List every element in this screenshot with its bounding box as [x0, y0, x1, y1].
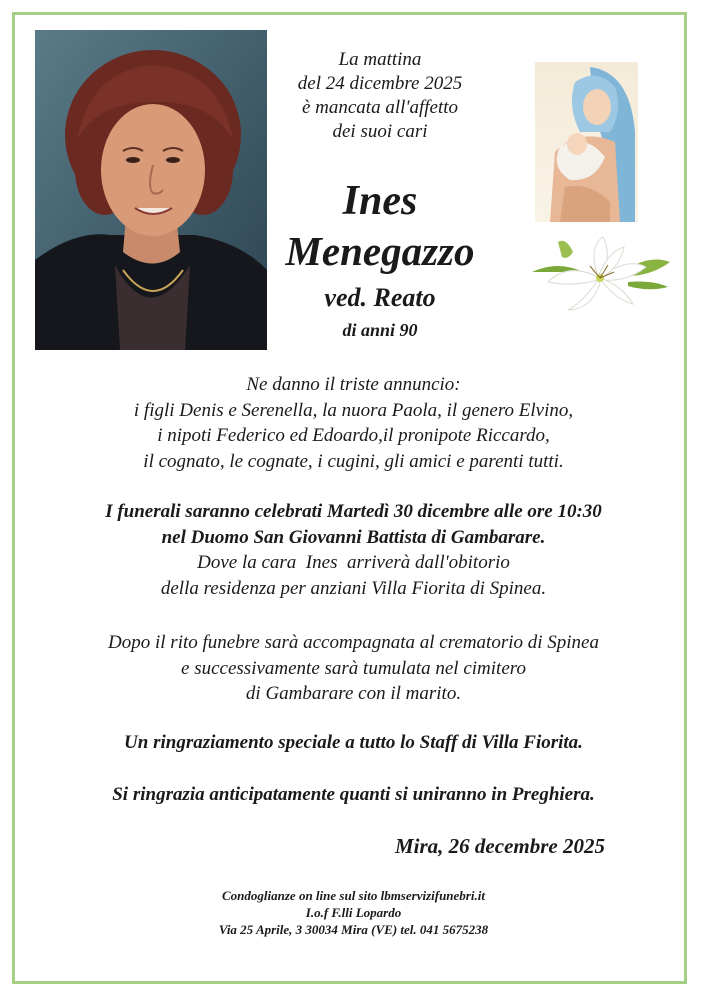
announcement-line: il cognato, le cognate, i cugini, gli amici e parenti tutti. [143, 450, 564, 472]
intro-line: dei suoi cari [332, 121, 428, 142]
after-rite-line: e successivamente sarà tumulata nel cimitero [181, 657, 526, 679]
thanks-staff: Un ringraziamento speciale a tutto lo Staff di Villa Fiorita. [124, 732, 583, 753]
announcement-line: i nipoti Federico ed Edoardo,il pronipote Riccardo, [157, 425, 550, 446]
deceased-last-name: Menegazzo [285, 228, 475, 274]
death-intro [270, 48, 490, 144]
portrait-photo [35, 30, 267, 350]
announcement-line: i figli Denis e Serenella, la nuora Paola, il genero Elvino, [133, 399, 574, 421]
intro-line: La mattina [338, 49, 422, 70]
funeral-line: della residenza per anziani Villa Fiorita di Spinea. [160, 577, 547, 599]
deceased-first-name: Ines [342, 178, 418, 224]
intro-line: del 24 dicembre 2025 [297, 73, 463, 94]
footer-info [20, 887, 687, 938]
place-date: Mira, 26 decembre 2025 [395, 834, 605, 858]
footer-line: Via 25 Aprile, 3 30034 Mira (VE) tel. 041 5675238 [218, 922, 489, 937]
footer-line: I.o.f F.lli Lopardo [305, 905, 402, 920]
widow-of: ved. Reato [324, 283, 436, 312]
funeral-info [20, 499, 687, 601]
intro-line: è mancata all'affetto [301, 97, 459, 118]
after-rite-info [20, 630, 687, 707]
deceased-age: di anni 90 [342, 320, 418, 340]
after-rite-line: Dopo il rito funebre sarà accompagnata al crematorio di Spinea [108, 632, 599, 653]
announcement [20, 372, 687, 474]
funeral-line: Dove la cara Ines arriverà dall'obitorio [197, 552, 510, 573]
after-rite-line: di Gambarare con il marito. [245, 683, 462, 704]
footer-line: Condoglianze on line sul sito lbmservizifunebri.it [222, 888, 485, 903]
madonna-and-child-image [535, 62, 638, 222]
thanks-prayer: Si ringrazia anticipatamente quanti si uniranno in Preghiera. [112, 784, 595, 805]
funeral-line: I funerali saranno celebrati Martedì 30 dicembre alle ore 10:30 [105, 501, 602, 522]
funeral-line: nel Duomo San Giovanni Battista di Gambarare. [161, 526, 546, 548]
white-lily-image [528, 232, 672, 314]
announcement-line: Ne danno il triste annuncio: [246, 374, 461, 395]
